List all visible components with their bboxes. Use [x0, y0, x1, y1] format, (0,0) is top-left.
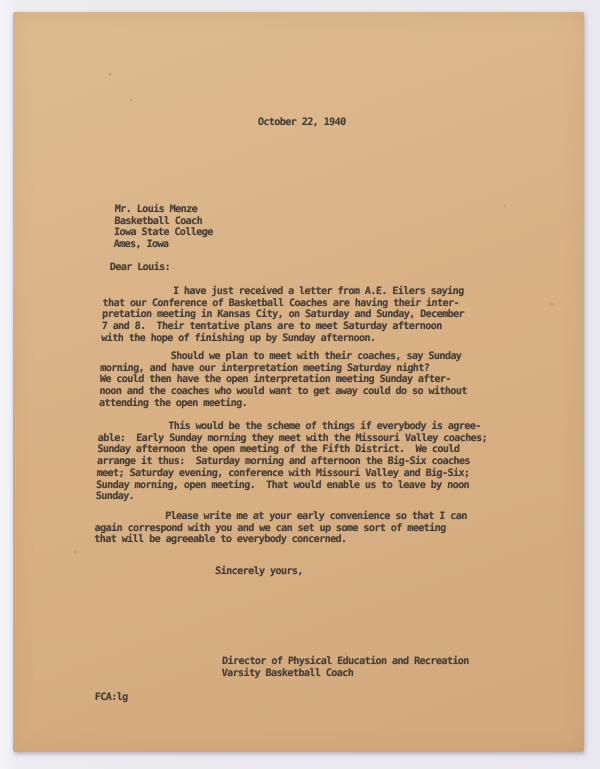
- letter-line: I have just received a letter from A.E. Eilers saying: [172, 286, 464, 297]
- salutation: [110, 262, 171, 274]
- recipient-city: Ames, Iowa: [113, 239, 169, 251]
- letter-line: meet; Saturday evening, conference with Missouri Valley and Big-Six;: [96, 467, 470, 479]
- letter-line: morning, and have our interpretation meeting Saturday night?: [100, 362, 430, 374]
- recipient-address-block: [113, 204, 213, 251]
- typist-initials-line: FCA:lg: [94, 692, 128, 703]
- signer-title-1: Director of Physical Education and Recreation: [221, 656, 469, 667]
- complimentary-closing: [215, 566, 303, 578]
- letter-line: pretation meeting in Kansas City, on Saturday and Sunday, December: [101, 309, 465, 321]
- signature-title-block: [221, 656, 469, 679]
- letter-line: able: Early Sunday morning they meet with the Missouri Valley coaches;: [97, 432, 488, 444]
- recipient-name: Mr. Louis Menze: [114, 204, 198, 215]
- letter-line: noon and the coaches who would want to get away could do so without: [99, 386, 467, 398]
- letter-line: Sunday afternoon the open meeting of the Fifth District. We could: [97, 444, 460, 456]
- letter-page: [13, 12, 584, 752]
- letter-line: with the hope of finishing up by Sunday afternoon.: [101, 332, 376, 344]
- letter-line: Should we plan to meet with their coaches, say Sunday: [170, 351, 462, 362]
- letter-line: 7 and 8. Their tentative plans are to meet Saturday afternoon: [101, 321, 442, 333]
- letter-line: that will be agreeable to everybody concerned.: [94, 534, 347, 546]
- reference-initials: [95, 692, 128, 704]
- body-paragraph-1: [101, 286, 465, 345]
- letter-line: attending the open meeting.: [98, 397, 248, 409]
- letter-line: again correspond with you and we can set up some sort of meeting: [94, 522, 446, 534]
- letter-line: arrange it thus: Saturday morning and afternoon the Big-Six coaches: [96, 456, 471, 468]
- recipient-title: Basketball Coach: [114, 215, 203, 227]
- body-paragraph-4: [94, 511, 467, 546]
- body-paragraph-3: [96, 421, 488, 503]
- body-paragraph-2: [99, 351, 468, 410]
- recipient-institution: Iowa State College: [113, 227, 213, 239]
- date-line: [258, 117, 346, 129]
- letter-line: This would be the scheme of things if everybody is agree-: [167, 421, 481, 432]
- letter-line: Sunday.: [95, 491, 135, 503]
- letter-line: We could then have the open interpretation meeting Sunday after-: [99, 374, 451, 386]
- letter-date: October 22, 1940: [257, 117, 346, 128]
- salutation-line: Dear Louis:: [109, 262, 171, 273]
- letter-line: that our Conference of Basketball Coaches are having their inter-: [102, 297, 460, 309]
- signer-title-2: Varsity Basketball Coach: [221, 667, 354, 679]
- closing-line: Sincerely yours,: [214, 566, 304, 577]
- typed-content: [0, 12, 588, 752]
- letter-line: Sunday morning, open meeting. That would enable us to leave by noon: [95, 479, 470, 491]
- letter-line: Please write me at your early convenience so that I can: [164, 511, 467, 522]
